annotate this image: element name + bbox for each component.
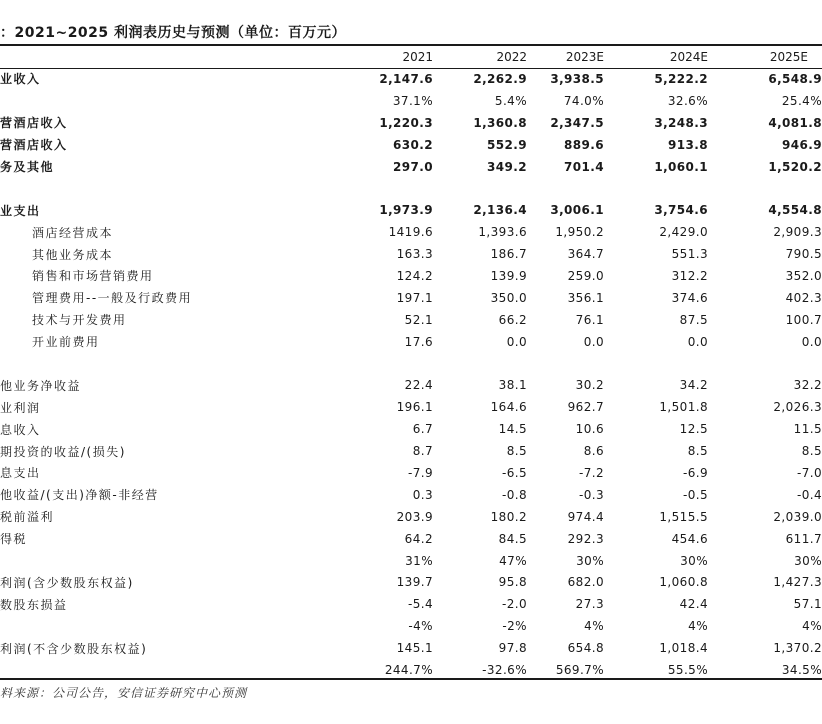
row-value-2022: 139.9 bbox=[490, 268, 527, 283]
row-value-2025e: 25.4% bbox=[781, 93, 822, 108]
table-row bbox=[0, 615, 822, 637]
row-value-2021: 203.9 bbox=[396, 509, 433, 524]
row-value-2025e bbox=[708, 353, 822, 375]
row-value-2022: 552.9 bbox=[487, 137, 527, 152]
row-value-2023e bbox=[527, 353, 604, 375]
table-row bbox=[0, 550, 822, 572]
row-value-2023e: 10.6 bbox=[575, 422, 604, 437]
bottom-rule bbox=[0, 678, 822, 680]
row-value-2022: 47% bbox=[499, 553, 527, 568]
table-row bbox=[0, 90, 822, 112]
table-row bbox=[0, 396, 822, 418]
table-row bbox=[0, 440, 822, 462]
row-label: 得税 bbox=[0, 532, 28, 547]
col-header-2024e: 2024E bbox=[669, 50, 708, 64]
row-label: 销售和市场营销费用 bbox=[32, 269, 154, 284]
row-value-2021: 52.1 bbox=[404, 312, 433, 327]
row-value-2024e: 1,501.8 bbox=[659, 400, 708, 415]
row-value-2022: 2,262.9 bbox=[473, 71, 527, 86]
table-row bbox=[0, 68, 822, 90]
row-value-2023e: 682.0 bbox=[567, 575, 604, 590]
row-value-2024e: 4% bbox=[688, 619, 708, 634]
row-label: 其他业务成本 bbox=[32, 247, 114, 262]
row-value-2023e: 701.4 bbox=[564, 159, 604, 174]
row-value-2025e: 32.2 bbox=[793, 378, 822, 393]
row-value-2021: 0.3 bbox=[412, 487, 433, 502]
row-label: 业收入 bbox=[0, 72, 41, 87]
row-value-2021: 297.0 bbox=[393, 159, 433, 174]
row-value-2023e: 4% bbox=[584, 619, 604, 634]
row-value-2022: 180.2 bbox=[490, 509, 527, 524]
table-row bbox=[0, 112, 822, 134]
row-value-2022: 66.2 bbox=[498, 312, 527, 327]
table-row bbox=[0, 134, 822, 156]
row-label: 利润(含少数股东权益) bbox=[0, 575, 134, 590]
col-header-2025e: 2025E bbox=[769, 50, 808, 64]
row-value-2022: 97.8 bbox=[498, 641, 527, 656]
row-value-2021: 139.7 bbox=[396, 575, 433, 590]
row-value-2024e: 913.8 bbox=[668, 137, 708, 152]
row-value-2025e bbox=[708, 177, 822, 199]
row-value-2023e: 8.6 bbox=[583, 444, 604, 459]
row-value-2021: 145.1 bbox=[396, 641, 433, 656]
row-value-2022: 5.4% bbox=[494, 93, 527, 108]
table-row bbox=[0, 528, 822, 550]
row-value-2022: 164.6 bbox=[490, 400, 527, 415]
row-value-2022 bbox=[433, 177, 527, 199]
row-value-2021: 2,147.6 bbox=[379, 71, 433, 86]
row-value-2023e: 974.4 bbox=[567, 509, 604, 524]
row-value-2024e: -6.9 bbox=[682, 465, 708, 480]
row-value-2021 bbox=[310, 177, 433, 199]
row-value-2025e: -7.0 bbox=[796, 465, 822, 480]
row-value-2024e: 551.3 bbox=[671, 247, 708, 262]
table-row bbox=[0, 199, 822, 221]
row-value-2022: -32.6% bbox=[482, 662, 527, 677]
row-label bbox=[0, 615, 310, 637]
table-row bbox=[0, 374, 822, 396]
row-label: 管理费用--一般及行政费用 bbox=[32, 291, 193, 306]
row-value-2024e: 34.2 bbox=[679, 378, 708, 393]
row-value-2022: 8.5 bbox=[506, 444, 527, 459]
col-header-2021: 2021 bbox=[402, 50, 433, 64]
row-value-2025e: 4% bbox=[802, 619, 822, 634]
row-label: 息支出 bbox=[0, 466, 41, 481]
row-value-2023e: 259.0 bbox=[567, 268, 604, 283]
row-value-2025e: 2,026.3 bbox=[773, 400, 822, 415]
row-value-2024e: 312.2 bbox=[671, 268, 708, 283]
row-label: 利润(不含少数股东权益) bbox=[0, 641, 148, 656]
row-value-2025e: 946.9 bbox=[782, 137, 822, 152]
row-label: 数股东损益 bbox=[0, 597, 68, 612]
row-value-2021: 1,220.3 bbox=[379, 115, 433, 130]
row-value-2022: 95.8 bbox=[498, 575, 527, 590]
row-value-2021: 22.4 bbox=[404, 378, 433, 393]
row-value-2024e: 0.0 bbox=[687, 334, 708, 349]
row-value-2025e: 1,520.2 bbox=[768, 159, 822, 174]
row-value-2023e: 654.8 bbox=[567, 641, 604, 656]
table-row bbox=[0, 571, 822, 593]
table-row bbox=[0, 593, 822, 615]
column-header-row bbox=[0, 46, 822, 68]
row-label: 技术与开发费用 bbox=[32, 313, 127, 328]
row-value-2022: -2% bbox=[502, 619, 527, 634]
row-value-2021: 244.7% bbox=[384, 662, 433, 677]
row-value-2024e: 42.4 bbox=[679, 597, 708, 612]
row-value-2023e: 3,006.1 bbox=[550, 203, 604, 218]
row-value-2025e: 0.0 bbox=[801, 334, 822, 349]
row-label bbox=[0, 90, 310, 112]
row-value-2021: -5.4 bbox=[407, 597, 433, 612]
row-value-2022: 38.1 bbox=[498, 378, 527, 393]
row-value-2025e: 57.1 bbox=[793, 597, 822, 612]
row-value-2022: 0.0 bbox=[506, 334, 527, 349]
row-value-2023e: 962.7 bbox=[567, 400, 604, 415]
row-label: 营酒店收入 bbox=[0, 116, 68, 131]
row-value-2025e: -0.4 bbox=[796, 487, 822, 502]
row-value-2021: 17.6 bbox=[404, 334, 433, 349]
row-value-2022: -2.0 bbox=[501, 597, 527, 612]
row-value-2021: 163.3 bbox=[396, 247, 433, 262]
table-row bbox=[0, 353, 822, 375]
row-label: 业利润 bbox=[0, 400, 41, 415]
row-value-2025e: 4,554.8 bbox=[768, 203, 822, 218]
row-value-2024e: 30% bbox=[680, 553, 708, 568]
row-label: 息收入 bbox=[0, 422, 41, 437]
row-value-2024e: 12.5 bbox=[679, 422, 708, 437]
row-value-2023e: -7.2 bbox=[578, 465, 604, 480]
row-value-2024e: 3,754.6 bbox=[654, 203, 708, 218]
row-label bbox=[0, 353, 310, 375]
row-value-2023e: 30.2 bbox=[575, 378, 604, 393]
row-value-2024e: 32.6% bbox=[667, 93, 708, 108]
row-value-2022 bbox=[433, 353, 527, 375]
table-row bbox=[0, 221, 822, 243]
row-value-2024e: 1,060.1 bbox=[654, 159, 708, 174]
table-row bbox=[0, 265, 822, 287]
row-value-2025e: 8.5 bbox=[801, 444, 822, 459]
row-value-2022: 349.2 bbox=[487, 159, 527, 174]
row-value-2024e: 55.5% bbox=[667, 662, 708, 677]
row-label: 期投资的收益/(损失) bbox=[0, 444, 126, 459]
row-value-2022: 14.5 bbox=[498, 422, 527, 437]
row-value-2023e: 292.3 bbox=[567, 531, 604, 546]
row-value-2023e bbox=[527, 177, 604, 199]
row-value-2023e: 889.6 bbox=[564, 137, 604, 152]
row-value-2024e: 1,018.4 bbox=[659, 641, 708, 656]
row-value-2023e: 30% bbox=[576, 553, 604, 568]
row-value-2021: -7.9 bbox=[407, 465, 433, 480]
row-label bbox=[0, 550, 310, 572]
row-value-2022: 186.7 bbox=[490, 247, 527, 262]
row-value-2025e: 2,909.3 bbox=[773, 225, 822, 240]
row-value-2023e: 0.0 bbox=[583, 334, 604, 349]
table-row bbox=[0, 331, 822, 353]
row-value-2025e: 11.5 bbox=[793, 422, 822, 437]
table-row bbox=[0, 506, 822, 528]
table-row bbox=[0, 418, 822, 440]
row-label: 业支出 bbox=[0, 203, 41, 218]
row-value-2025e: 34.5% bbox=[781, 662, 822, 677]
row-value-2025e: 611.7 bbox=[785, 531, 822, 546]
row-value-2021: 196.1 bbox=[396, 400, 433, 415]
row-value-2024e: 8.5 bbox=[687, 444, 708, 459]
row-value-2025e: 4,081.8 bbox=[768, 115, 822, 130]
row-value-2025e: 100.7 bbox=[785, 312, 822, 327]
row-value-2023e: 2,347.5 bbox=[550, 115, 604, 130]
row-value-2021 bbox=[310, 353, 433, 375]
row-value-2023e: 76.1 bbox=[575, 312, 604, 327]
row-value-2023e: -0.3 bbox=[578, 487, 604, 502]
row-label: 他业务净收益 bbox=[0, 378, 82, 393]
row-value-2025e: 790.5 bbox=[785, 247, 822, 262]
row-value-2022: 2,136.4 bbox=[473, 203, 527, 218]
row-value-2022: -6.5 bbox=[501, 465, 527, 480]
row-value-2021: -4% bbox=[408, 619, 433, 634]
row-value-2024e: 5,222.2 bbox=[654, 71, 708, 86]
row-value-2021: 8.7 bbox=[412, 444, 433, 459]
row-value-2021: 197.1 bbox=[396, 290, 433, 305]
col-header-2022: 2022 bbox=[496, 50, 527, 64]
row-value-2022: 1,360.8 bbox=[473, 115, 527, 130]
table-row bbox=[0, 156, 822, 178]
row-value-2021: 31% bbox=[405, 553, 433, 568]
row-label: 他收益/(支出)净额-非经营 bbox=[0, 488, 159, 503]
row-value-2022: 350.0 bbox=[490, 290, 527, 305]
row-value-2023e: 27.3 bbox=[575, 597, 604, 612]
row-value-2022: 1,393.6 bbox=[478, 225, 527, 240]
row-value-2025e: 352.0 bbox=[785, 268, 822, 283]
row-value-2023e: 356.1 bbox=[567, 290, 604, 305]
row-value-2021: 37.1% bbox=[392, 93, 433, 108]
row-value-2021: 630.2 bbox=[393, 137, 433, 152]
row-label: 开业前费用 bbox=[32, 335, 100, 350]
row-value-2025e: 1,427.3 bbox=[773, 575, 822, 590]
row-value-2025e: 30% bbox=[794, 553, 822, 568]
table-row bbox=[0, 287, 822, 309]
row-value-2024e: 374.6 bbox=[671, 290, 708, 305]
row-value-2024e bbox=[604, 177, 708, 199]
table-row bbox=[0, 309, 822, 331]
row-value-2021: 124.2 bbox=[396, 268, 433, 283]
row-value-2025e: 1,370.2 bbox=[773, 641, 822, 656]
table-row bbox=[0, 484, 822, 506]
source-note: 料来源：公司公告，安信证券研究中心预测 bbox=[0, 686, 248, 700]
table-row bbox=[0, 177, 822, 199]
row-value-2024e: -0.5 bbox=[682, 487, 708, 502]
row-value-2023e: 1,950.2 bbox=[555, 225, 604, 240]
col-header-2023e: 2023E bbox=[565, 50, 604, 64]
row-value-2024e: 3,248.3 bbox=[654, 115, 708, 130]
income-statement-table bbox=[0, 68, 822, 681]
row-label: 营酒店收入 bbox=[0, 138, 68, 153]
row-value-2023e: 74.0% bbox=[563, 93, 604, 108]
row-value-2025e: 402.3 bbox=[785, 290, 822, 305]
row-value-2021: 1419.6 bbox=[388, 225, 433, 240]
row-value-2024e: 1,060.8 bbox=[659, 575, 708, 590]
row-value-2025e: 6,548.9 bbox=[768, 71, 822, 86]
row-label: 税前溢利 bbox=[0, 510, 55, 525]
row-value-2022: 84.5 bbox=[498, 531, 527, 546]
row-value-2023e: 569.7% bbox=[555, 662, 604, 677]
row-value-2023e: 364.7 bbox=[567, 247, 604, 262]
row-label bbox=[0, 177, 310, 199]
row-value-2023e: 3,938.5 bbox=[550, 71, 604, 86]
row-label: 酒店经营成本 bbox=[32, 225, 114, 240]
row-value-2021: 64.2 bbox=[404, 531, 433, 546]
row-value-2024e bbox=[604, 353, 708, 375]
table-row bbox=[0, 243, 822, 265]
row-value-2024e: 87.5 bbox=[679, 312, 708, 327]
row-value-2021: 6.7 bbox=[412, 422, 433, 437]
row-value-2025e: 2,039.0 bbox=[773, 509, 822, 524]
row-value-2021: 1,973.9 bbox=[379, 203, 433, 218]
row-value-2024e: 1,515.5 bbox=[659, 509, 708, 524]
row-value-2024e: 2,429.0 bbox=[659, 225, 708, 240]
table-title: ：2021~2025 利润表历史与预测（单位：百万元） bbox=[0, 25, 347, 41]
row-label: 务及其他 bbox=[0, 160, 55, 174]
table-row bbox=[0, 637, 822, 659]
row-value-2022: -0.8 bbox=[501, 487, 527, 502]
table-row bbox=[0, 462, 822, 484]
row-value-2024e: 454.6 bbox=[671, 531, 708, 546]
